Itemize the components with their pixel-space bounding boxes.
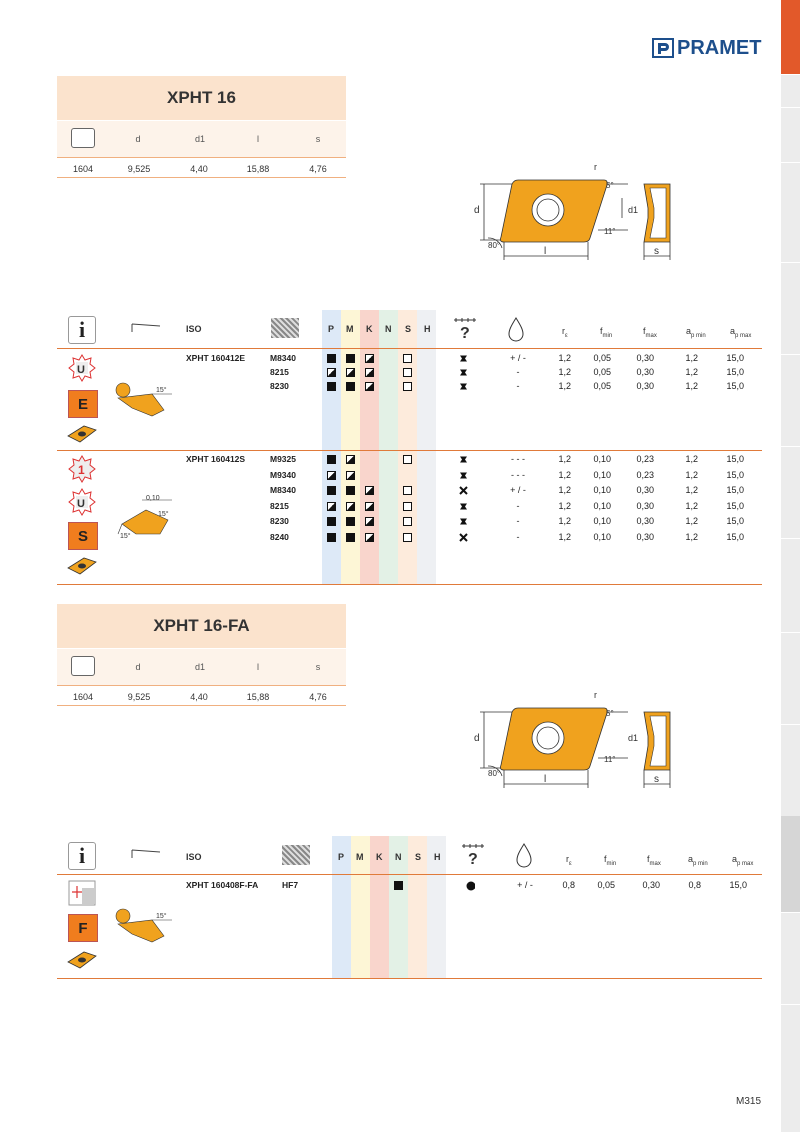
col-header-apmin: $a_{p min}$ — [688, 854, 708, 867]
drawing-label-s: s — [654, 246, 659, 257]
band-K — [360, 310, 379, 585]
material-suitability-mark — [365, 517, 374, 526]
grade-name: 8215 — [270, 500, 289, 511]
fmax-value: 0,30 — [636, 531, 654, 542]
dim-l: 15,88 — [246, 692, 270, 702]
drawing-label-80deg: 80° — [488, 241, 501, 250]
insert-shape-icon — [71, 656, 95, 676]
apmin-value: 1,2 — [685, 469, 698, 480]
gear-chip-icon — [459, 502, 468, 511]
band-P — [322, 310, 341, 585]
material-suitability-mark — [365, 354, 374, 363]
grade-name: M9340 — [270, 469, 296, 480]
col-header-apmin: $a_{p min}$ — [686, 326, 706, 339]
re-value: 1,2 — [558, 516, 571, 526]
col-header-fmax: $f_{max}$ — [647, 854, 661, 867]
product-title: XPHT 16 — [57, 76, 346, 120]
apmax-value: 15,0 — [726, 500, 744, 511]
angle-label: 15° — [158, 511, 169, 518]
coolant-value: + / - — [510, 485, 526, 495]
section-tab[interactable] — [781, 107, 800, 163]
material-suitability-mark — [327, 471, 336, 480]
coolant-drop-icon — [514, 842, 534, 868]
dim-s: 4,76 — [309, 692, 327, 702]
insert-technical-drawing — [468, 686, 678, 796]
re-value: 1,2 — [558, 531, 571, 542]
info-icon[interactable]: i — [68, 316, 96, 344]
apmax-value: 15,0 — [726, 485, 744, 495]
drawing-label-r: r — [594, 690, 597, 700]
apmax-value: 15,0 — [726, 367, 744, 377]
dim-header-d: d — [135, 134, 141, 144]
table-rule — [57, 584, 762, 585]
gear-chip-icon — [459, 471, 468, 480]
iso-header: ISO — [186, 852, 202, 862]
coolant-value: - — [516, 500, 520, 511]
iso-code: XPHT 160412S — [186, 454, 246, 464]
fmin-value: 0,10 — [593, 516, 611, 526]
drawing-label-80deg: 80° — [488, 769, 501, 778]
col-header-re: $r_\varepsilon$ — [566, 854, 572, 867]
workpiece-material-icon — [282, 845, 310, 865]
coolant-value: - — [516, 381, 520, 391]
dim-code: 1604 — [72, 692, 94, 702]
insert-profile-icon — [130, 848, 162, 860]
material-suitability-mark — [403, 517, 412, 526]
first-choice-badge — [68, 455, 96, 483]
dim-d1: 4,40 — [190, 692, 208, 702]
edge-geometry-diagram — [112, 380, 178, 420]
re-value: 1,2 — [558, 381, 571, 391]
dot-chip-icon — [466, 881, 475, 890]
fmax-value: 0,30 — [642, 880, 660, 890]
up-cut-icon — [68, 354, 96, 382]
gear-chip-icon — [459, 382, 468, 391]
iso-header: ISO — [186, 324, 202, 334]
insert-3d-icon — [66, 556, 98, 576]
re-value: 1,2 — [558, 454, 571, 464]
re-value: 1,2 — [558, 353, 571, 363]
gear-chip-icon — [459, 354, 468, 363]
active-section-tab[interactable] — [781, 0, 800, 75]
material-suitability-mark — [346, 471, 355, 480]
pramet-logo-icon — [652, 38, 674, 58]
material-suitability-mark — [327, 455, 336, 464]
fmin-value: 0,10 — [593, 500, 611, 511]
cross-chip-icon — [459, 533, 468, 542]
mat-header-K: K — [366, 324, 373, 334]
re-value: 1,2 — [558, 500, 571, 511]
dim-s: 4,76 — [309, 164, 327, 174]
angle-label-2: 15° — [120, 533, 131, 540]
apmin-value: 1,2 — [685, 500, 698, 511]
dim-header-s: s — [315, 134, 321, 144]
material-suitability-mark — [327, 517, 336, 526]
material-suitability-mark — [365, 368, 374, 377]
dim-d1: 4,40 — [190, 164, 208, 174]
section-tab[interactable] — [781, 262, 800, 355]
band-M — [341, 310, 360, 585]
gear-chip-icon — [459, 517, 468, 526]
mat-header-K: K — [376, 852, 383, 862]
material-suitability-mark — [365, 502, 374, 511]
material-suitability-mark — [346, 533, 355, 542]
dim-header-l: l — [257, 662, 259, 672]
fmin-value: 0,05 — [593, 381, 611, 391]
dim-header-l: l — [257, 134, 259, 144]
insert-3d-icon — [66, 950, 98, 970]
material-suitability-mark — [346, 354, 355, 363]
material-suitability-mark — [365, 382, 374, 391]
table-rule — [57, 978, 762, 979]
re-value: 0,8 — [562, 880, 575, 890]
workpiece-material-icon — [271, 318, 299, 338]
apmax-value: 15,0 — [726, 469, 744, 480]
band-S — [398, 310, 417, 585]
material-suitability-mark — [403, 354, 412, 363]
table-rule — [57, 874, 762, 875]
apmax-value: 15,0 — [726, 381, 744, 391]
section-tab[interactable] — [781, 538, 800, 633]
mat-header-N: N — [385, 324, 392, 334]
mat-header-H: H — [424, 324, 431, 334]
material-suitability-mark — [403, 382, 412, 391]
dim-l: 15,88 — [246, 164, 270, 174]
grade-name: 8215 — [270, 367, 289, 377]
fmax-value: 0,30 — [636, 516, 654, 526]
grade-name: M8340 — [270, 353, 296, 363]
angle-label: 15° — [156, 387, 167, 394]
application-letter-badge: E — [68, 390, 98, 418]
grade-name: 8240 — [270, 531, 289, 542]
mat-header-M: M — [346, 324, 354, 334]
band-N — [379, 310, 398, 585]
material-suitability-mark — [346, 455, 355, 464]
fmax-value: 0,30 — [636, 485, 654, 495]
mat-header-H: H — [434, 852, 441, 862]
material-suitability-mark — [327, 502, 336, 511]
apmax-value: 15,0 — [726, 516, 744, 526]
chipbreaker-question-icon — [460, 842, 486, 868]
edge-geometry-diagram — [112, 490, 182, 542]
edge-geometry-diagram — [112, 906, 178, 946]
material-suitability-mark — [346, 502, 355, 511]
mat-header-N: N — [395, 852, 402, 862]
drawing-label-5deg: 5° — [606, 181, 614, 190]
material-suitability-mark — [403, 533, 412, 542]
apmin-value: 1,2 — [685, 485, 698, 495]
col-header-apmax: $a_{p max}$ — [730, 326, 752, 339]
dim-header-d: d — [135, 662, 141, 672]
col-header-re: $r_\varepsilon$ — [562, 326, 568, 339]
dimension-row — [57, 161, 346, 178]
coolant-value: - - - — [511, 469, 525, 480]
apmax-value: 15,0 — [726, 353, 744, 363]
fmax-value: 0,30 — [636, 367, 654, 377]
drawing-label-r: r — [594, 162, 597, 172]
dim-d: 9,525 — [127, 164, 151, 174]
material-suitability-mark — [403, 455, 412, 464]
re-value: 1,2 — [558, 469, 571, 480]
coolant-value: + / - — [510, 353, 526, 363]
material-suitability-mark — [346, 382, 355, 391]
insert-technical-drawing — [468, 158, 678, 268]
iso-code: XPHT 160412E — [186, 353, 246, 363]
svg-text:U: U — [77, 364, 85, 376]
material-suitability-mark — [394, 881, 403, 890]
drawing-label-l: l — [544, 774, 547, 785]
fmax-value: 0,30 — [636, 500, 654, 511]
mat-header-S: S — [405, 324, 412, 334]
iso-code: XPHT 160408F-FA — [186, 880, 259, 890]
dim-code: 1604 — [72, 164, 94, 174]
re-value: 1,2 — [558, 485, 571, 495]
band-H — [417, 310, 436, 585]
fmin-value: 0,10 — [593, 469, 611, 480]
grade-name: M9325 — [270, 454, 296, 464]
col-header-fmin: $f_{min}$ — [604, 854, 617, 867]
fmin-value: 0,10 — [593, 454, 611, 464]
drawing-label-s: s — [654, 774, 659, 785]
dim-header-d1 — [185, 121, 215, 157]
material-suitability-mark — [327, 486, 336, 495]
apmin-value: 1,2 — [685, 367, 698, 377]
grade-name: M8340 — [270, 485, 296, 495]
badge-number: 1 — [78, 463, 85, 477]
section-tab[interactable] — [781, 354, 800, 447]
fmax-value: 0,23 — [636, 454, 654, 464]
apmin-value: 1,2 — [685, 353, 698, 363]
dim-d: 9,525 — [127, 692, 151, 702]
fmin-value: 0,10 — [593, 485, 611, 495]
apmax-value: 15,0 — [729, 880, 747, 890]
re-value: 1,2 — [558, 367, 571, 377]
material-suitability-mark — [346, 517, 355, 526]
drawing-label-5deg: 5° — [606, 709, 614, 718]
col-header-fmin: $f_{min}$ — [600, 326, 613, 339]
coolant-drop-icon — [506, 316, 526, 342]
page-number: M315 — [736, 1096, 762, 1107]
material-suitability-mark — [403, 368, 412, 377]
application-letter-badge: S — [68, 522, 98, 550]
svg-text:?: ? — [468, 851, 478, 868]
apmin-value: 1,2 — [685, 454, 698, 464]
coolant-value: - - - — [511, 454, 525, 464]
gear-chip-icon — [459, 368, 468, 377]
gear-chip-icon — [459, 455, 468, 464]
material-suitability-mark — [346, 368, 355, 377]
product-title: XPHT 16-FA — [57, 604, 346, 648]
material-suitability-mark — [403, 486, 412, 495]
svg-text:?: ? — [460, 325, 470, 342]
fmax-value: 0,30 — [636, 353, 654, 363]
section-tab[interactable] — [781, 632, 800, 725]
angle-label: 15° — [156, 913, 167, 920]
svg-text:U: U — [77, 498, 85, 510]
apmax-value: 15,0 — [726, 531, 744, 542]
mat-header-S: S — [415, 852, 422, 862]
group-divider — [57, 450, 762, 451]
drawing-label-d: d — [474, 205, 480, 216]
material-suitability-mark — [403, 502, 412, 511]
insert-profile-icon — [130, 322, 162, 334]
drawing-label-d: d — [474, 733, 480, 744]
brand-name: PRAMET — [677, 36, 762, 59]
brand-logo — [652, 38, 761, 58]
fmax-value: 0,23 — [636, 469, 654, 480]
material-suitability-mark — [327, 533, 336, 542]
mat-header-P: P — [328, 324, 335, 334]
apmax-value: 15,0 — [726, 454, 744, 464]
material-suitability-mark — [327, 382, 336, 391]
material-suitability-mark — [327, 354, 336, 363]
dimension-row — [57, 689, 346, 706]
up-cut-icon — [68, 488, 96, 516]
fmin-value: 0,05 — [593, 353, 611, 363]
drawing-label-11deg: 11° — [604, 227, 616, 236]
material-suitability-mark — [365, 486, 374, 495]
section-tab[interactable] — [781, 912, 800, 1005]
section-tab[interactable] — [781, 74, 800, 108]
finishing-icon — [68, 880, 96, 906]
application-letter-badge: F — [68, 914, 98, 942]
drawing-label-d1: d1 — [628, 205, 639, 215]
coolant-value: - — [516, 367, 520, 377]
apmin-value: 1,2 — [685, 516, 698, 526]
apmin-value: 0,8 — [688, 880, 701, 890]
drawing-label-d1: d1 — [628, 733, 639, 743]
chipbreaker-question-icon — [452, 316, 478, 342]
fmin-value: 0,05 — [597, 880, 615, 890]
col-header-apmax: $a_{p max}$ — [732, 854, 754, 867]
apmin-value: 1,2 — [685, 531, 698, 542]
current-chapter-tab[interactable] — [781, 816, 800, 913]
grade-name: 8230 — [270, 381, 289, 391]
fmin-value: 0,05 — [593, 367, 611, 377]
material-suitability-mark — [327, 368, 336, 377]
chamfer-label: 0,10 — [146, 495, 160, 502]
mat-header-P: P — [338, 852, 345, 862]
section-tab[interactable] — [781, 724, 800, 817]
info-icon[interactable]: i — [68, 842, 96, 870]
mat-header-M: M — [356, 852, 364, 862]
material-suitability-mark — [365, 533, 374, 542]
material-suitability-mark — [346, 486, 355, 495]
cross-chip-icon — [459, 486, 468, 495]
grade-name: HF7 — [282, 880, 299, 890]
coolant-value: + / - — [517, 880, 533, 890]
col-header-fmax: $f_{max}$ — [643, 326, 657, 339]
section-tab-column — [781, 0, 800, 1132]
fmin-value: 0,10 — [593, 531, 611, 542]
dim-header-d1-label: d1 — [194, 134, 205, 144]
dimension-header — [57, 121, 346, 158]
coolant-value: - — [516, 531, 520, 542]
drawing-label-l: l — [544, 246, 547, 257]
section-tab[interactable] — [781, 446, 800, 539]
insert-shape-icon — [71, 128, 95, 148]
dim-header-s: s — [315, 662, 321, 672]
fmax-value: 0,30 — [636, 381, 654, 391]
dim-header-d1: d1 — [194, 662, 205, 672]
table-rule — [57, 348, 762, 349]
section-tab[interactable] — [781, 162, 800, 263]
grade-name: 8230 — [270, 516, 289, 526]
dimension-header — [57, 649, 346, 686]
drawing-label-11deg: 11° — [604, 755, 616, 764]
insert-3d-icon — [66, 424, 98, 444]
section-tab[interactable] — [781, 1004, 800, 1133]
apmin-value: 1,2 — [685, 381, 698, 391]
coolant-value: - — [516, 516, 520, 526]
